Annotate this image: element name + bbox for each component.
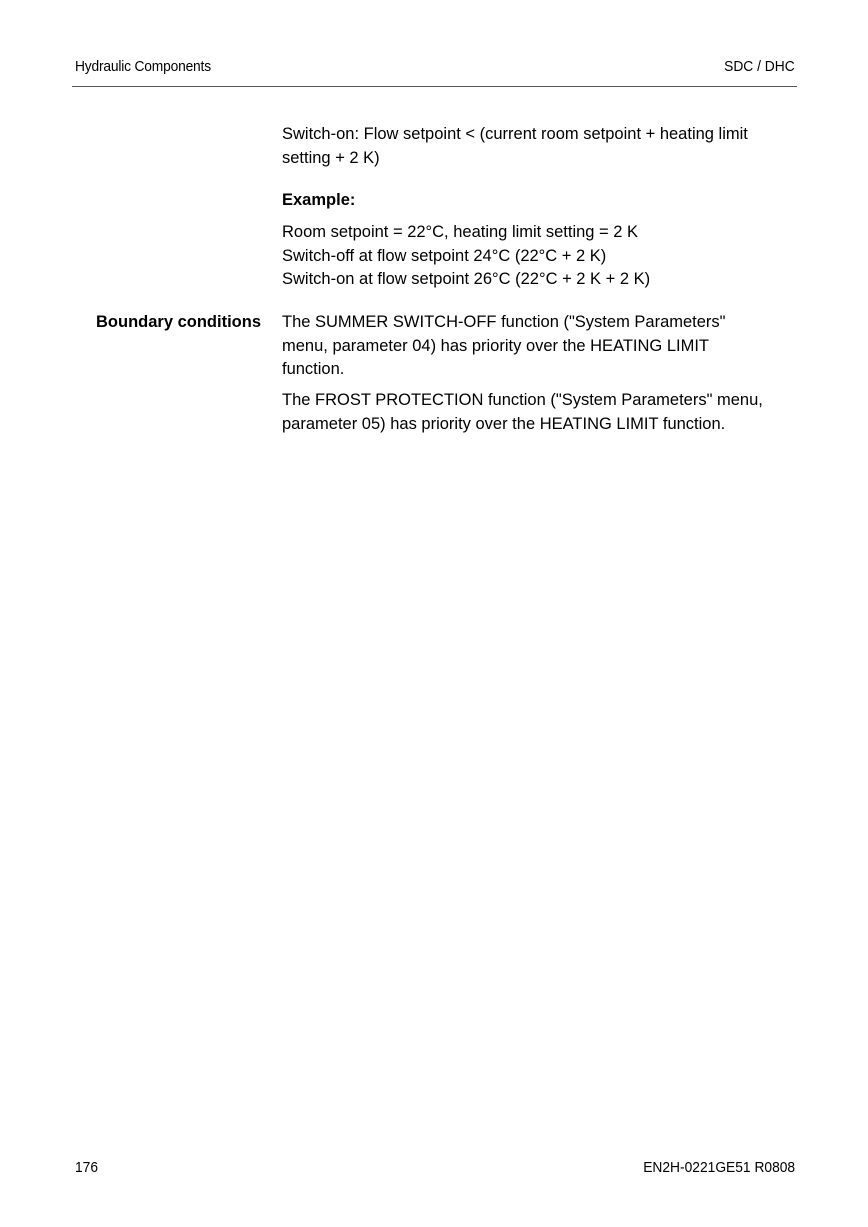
text-line: function. bbox=[282, 360, 345, 378]
text-line: The FROST PROTECTION function ("System Parameters" menu, bbox=[282, 391, 763, 409]
document-code: EN2H-0221GE51 R0808 bbox=[643, 1159, 795, 1176]
text-line: Switch-off at flow setpoint 24°C (22°C + 2 K) bbox=[282, 246, 607, 265]
boundary-paragraph-2 bbox=[282, 389, 802, 436]
example-heading: Example: bbox=[282, 191, 356, 209]
text-line: Room setpoint = 22°C, heating limit setting = 2 K bbox=[282, 223, 639, 241]
header-divider bbox=[72, 86, 797, 87]
switch-on-paragraph bbox=[282, 123, 802, 170]
page-number: 176 bbox=[75, 1159, 99, 1176]
example-paragraph bbox=[282, 221, 802, 292]
boundary-conditions-label: Boundary conditions bbox=[96, 313, 261, 331]
text-line: setting + 2 K) bbox=[282, 148, 380, 167]
boundary-paragraph-1 bbox=[282, 311, 802, 382]
text-line: Switch-on at flow setpoint 26°C (22°C + 2 K + 2 K) bbox=[282, 270, 651, 288]
text-line: The SUMMER SWITCH-OFF function ("System Parameters" bbox=[282, 313, 726, 331]
text-line: Switch-on: Flow setpoint < (current room setpoint + heating limit bbox=[282, 125, 748, 143]
text-line: parameter 05) has priority over the HEATING LIMIT function. bbox=[282, 414, 726, 433]
running-header-title: Hydraulic Components bbox=[75, 58, 211, 75]
running-header-product: SDC / DHC bbox=[724, 58, 795, 75]
text-line: menu, parameter 04) has priority over the HEATING LIMIT bbox=[282, 336, 710, 355]
